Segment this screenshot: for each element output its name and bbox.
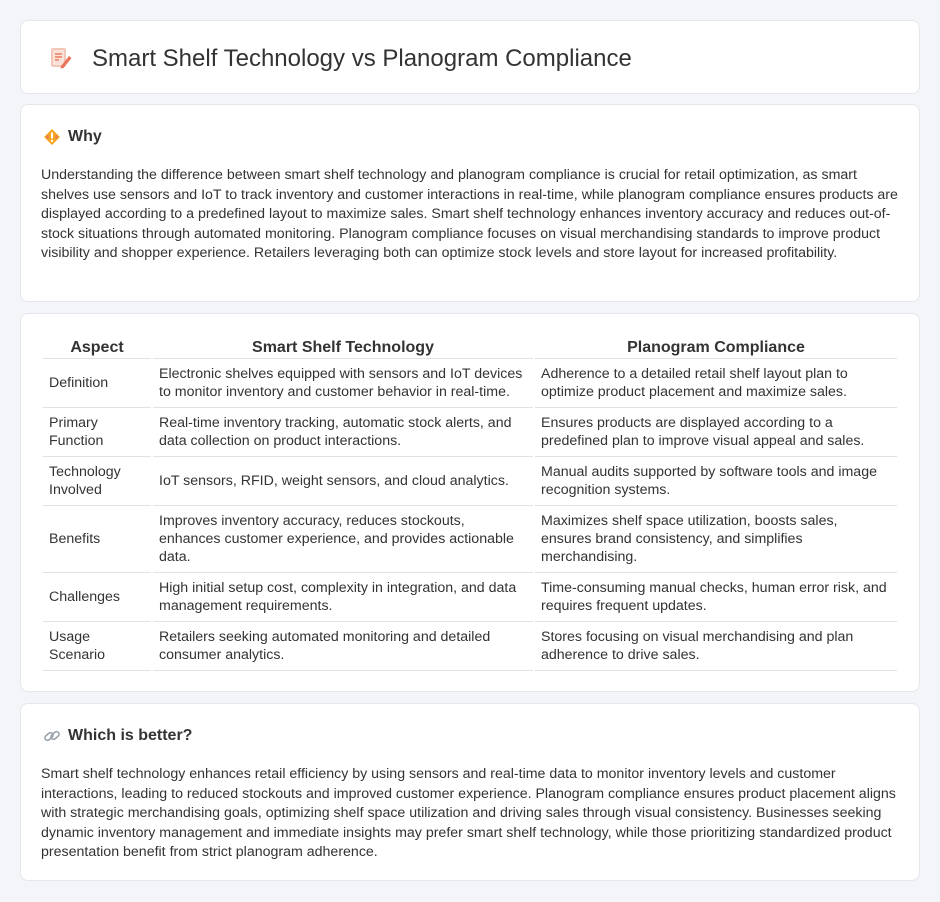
aspect-cell: Benefits — [43, 506, 151, 573]
better-text: Smart shelf technology enhances retail efficiency by using sensors and real-time data to monitor inventory levels and customer interactions, leading to reduced stockouts and improved customer experience. Planogram compliance ensures product placement aligns with strategic merchandising goals, optimizing shelf space utilization and driving sales through visual consistency. Businesses seeking dynamic inventory management and immediate insights may prefer smart shelf technology, while those prioritizing standardized product presentation benefit from strict planogram adherence. — [41, 766, 896, 861]
document-edit-icon — [47, 45, 73, 71]
planogram-cell: Adherence to a detailed retail shelf layout plan to optimize product placement and maximize sales. — [535, 359, 897, 408]
header-planogram: Planogram Compliance — [535, 334, 897, 359]
why-title: Why — [68, 128, 102, 145]
table-row — [43, 408, 897, 457]
aspect-cell: Usage Scenario — [43, 622, 151, 671]
table-row — [43, 359, 897, 408]
smart-shelf-cell: Electronic shelves equipped with sensors and IoT devices to monitor inventory and customer behavior in real-time. — [153, 359, 533, 408]
table-row — [43, 622, 897, 671]
table-row — [43, 573, 897, 622]
aspect-cell: Definition — [43, 359, 151, 408]
planogram-cell: Ensures products are displayed according to a predefined plan to improve visual appeal and sales. — [535, 408, 897, 457]
table-row — [43, 506, 897, 573]
comparison-section — [20, 313, 920, 692]
header-aspect: Aspect — [43, 334, 151, 359]
smart-shelf-cell: Real-time inventory tracking, automatic stock alerts, and data collection on product interactions. — [153, 408, 533, 457]
table-header-row — [43, 334, 897, 359]
why-heading — [43, 126, 102, 148]
table-row — [43, 457, 897, 506]
better-heading — [43, 725, 192, 747]
why-section — [20, 104, 920, 302]
planogram-cell: Time-consuming manual checks, human error risk, and requires frequent updates. — [535, 573, 897, 622]
why-text: Understanding the difference between smart shelf technology and planogram compliance is crucial for retail optimization, as smart shelves use sensors and IoT to track inventory and customer interactions in real-time, while planogram compliance ensures products are displayed according to a predefined layout to maximize sales. Smart shelf technology enhances inventory accuracy and reduces out-of-stock situations through automated monitoring. Planogram compliance focuses on visual merchandising standards to improve product visibility and shopper experience. Retailers leveraging both can optimize stock levels and store layout for increased profitability. — [41, 167, 898, 262]
better-title: Which is better? — [68, 727, 193, 744]
planogram-cell: Manual audits supported by software tools and image recognition systems. — [535, 457, 897, 506]
planogram-cell: Stores focusing on visual merchandising and plan adherence to drive sales. — [535, 622, 897, 671]
warning-diamond-icon — [43, 128, 61, 146]
page-title: Smart Shelf Technology vs Planogram Compliance — [92, 45, 632, 72]
which-is-better-section — [20, 703, 920, 881]
aspect-cell: Primary Function — [43, 408, 151, 457]
smart-shelf-cell: Improves inventory accuracy, reduces stockouts, enhances customer experience, and provides actionable data. — [153, 506, 533, 573]
header-card — [20, 20, 920, 94]
smart-shelf-cell: Retailers seeking automated monitoring and detailed consumer analytics. — [153, 622, 533, 671]
link-icon — [43, 727, 61, 745]
header-smart-shelf: Smart Shelf Technology — [153, 334, 533, 359]
smart-shelf-cell: High initial setup cost, complexity in integration, and data management requirements. — [153, 573, 533, 622]
smart-shelf-cell: IoT sensors, RFID, weight sensors, and cloud analytics. — [153, 457, 533, 506]
planogram-cell: Maximizes shelf space utilization, boosts sales, ensures brand consistency, and simplifies merchandising. — [535, 506, 897, 573]
aspect-cell: Challenges — [43, 573, 151, 622]
aspect-cell: Technology Involved — [43, 457, 151, 506]
comparison-table — [41, 334, 899, 671]
